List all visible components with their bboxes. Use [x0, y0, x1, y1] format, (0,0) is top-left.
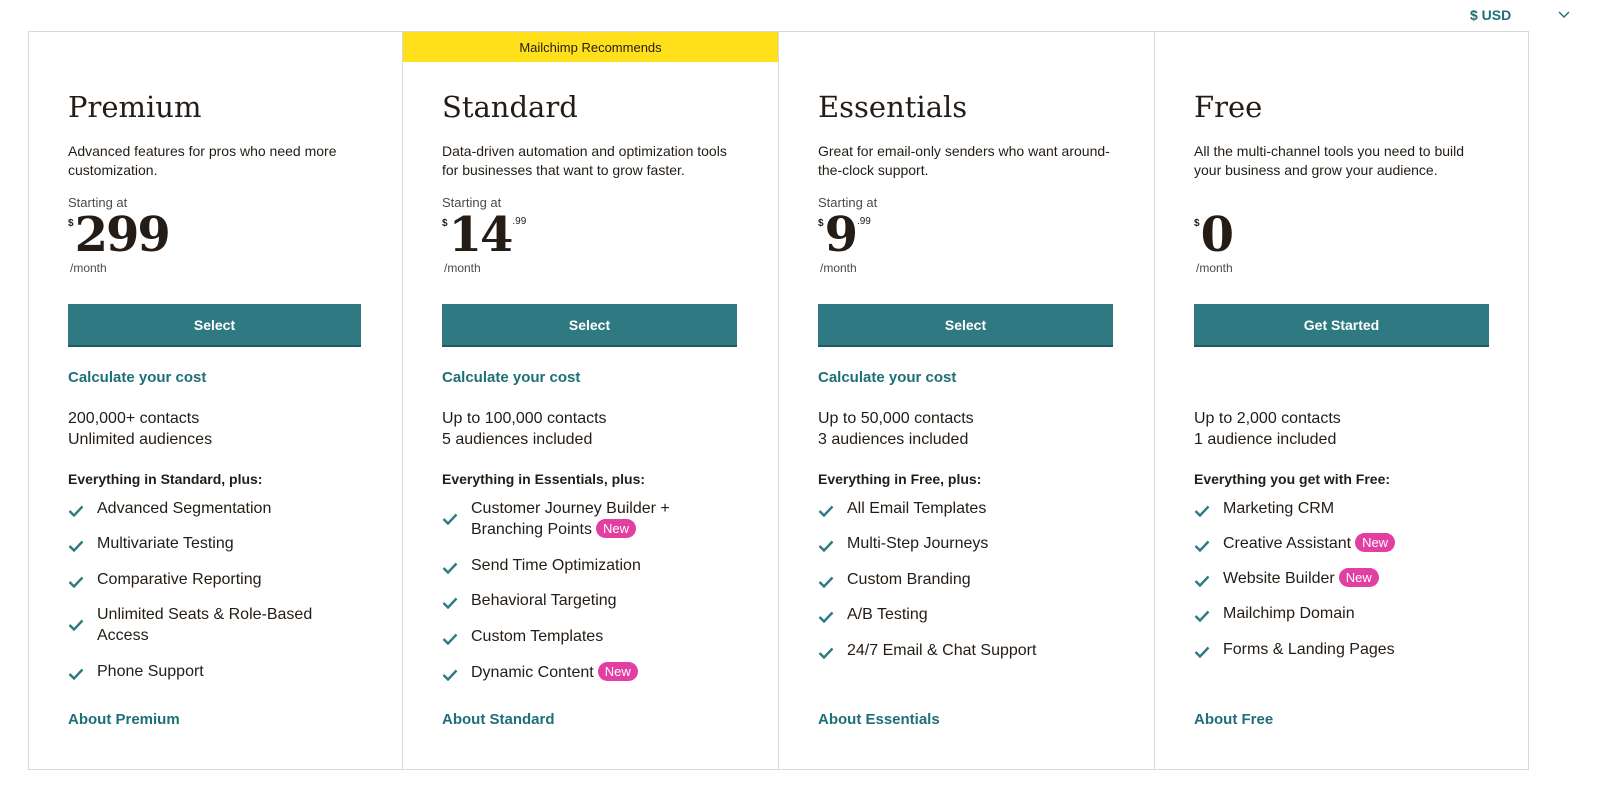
feature-item	[1194, 603, 1484, 624]
price-cents: .99	[512, 216, 527, 227]
plan-description: Data-driven automation and optimization tools for businesses that want to grow faster.	[442, 143, 727, 178]
currency-label: $ USD	[1470, 7, 1512, 23]
feature-text: All Email Templates	[847, 500, 987, 517]
contacts-info	[818, 408, 974, 450]
feature-item	[68, 498, 358, 519]
about-plan-link[interactable]: About Free	[1194, 711, 1274, 728]
feature-text: Custom Templates	[471, 628, 604, 645]
check-icon	[1194, 607, 1210, 628]
feature-text: Phone Support	[97, 663, 204, 680]
chevron-down-icon	[1558, 7, 1570, 25]
price	[818, 207, 871, 263]
price	[442, 207, 527, 263]
about-plan-link[interactable]: About Premium	[68, 711, 180, 728]
plan-free	[1155, 32, 1528, 769]
feature-item	[1194, 498, 1484, 519]
feature-list	[1194, 498, 1484, 660]
check-icon	[68, 616, 84, 637]
plan-essentials	[779, 32, 1155, 769]
check-icon	[1194, 643, 1210, 664]
feature-item	[818, 604, 1108, 625]
pricing-plans	[28, 31, 1529, 770]
select-button[interactable]: Select	[68, 304, 361, 347]
check-icon	[68, 502, 84, 523]
currency-selector[interactable]	[1470, 4, 1580, 26]
check-icon	[442, 510, 458, 531]
check-icon	[442, 594, 458, 615]
check-icon	[442, 630, 458, 651]
feature-item	[68, 569, 358, 590]
about-plan-link[interactable]: About Essentials	[818, 711, 940, 728]
feature-item	[1194, 639, 1484, 660]
currency-symbol: $	[1194, 218, 1200, 229]
feature-list	[68, 498, 358, 682]
recommend-banner: Mailchimp Recommends	[403, 32, 778, 62]
new-badge: New	[598, 662, 638, 681]
price-amount: 9	[824, 207, 856, 263]
audiences-limit: 5 audiences included	[442, 431, 593, 448]
plan-description: Great for email-only senders who want around-the-clock support.	[818, 143, 1110, 178]
audiences-limit: 1 audience included	[1194, 431, 1337, 448]
feature-text: Multivariate Testing	[97, 535, 234, 552]
calculate-cost-link[interactable]: Calculate your cost	[68, 369, 207, 386]
plan-title: Essentials	[818, 90, 968, 124]
contacts-limit: 200,000+ contacts	[68, 410, 200, 427]
feature-text: Comparative Reporting	[97, 571, 262, 588]
contacts-info	[68, 408, 212, 450]
check-icon	[818, 644, 834, 665]
feature-item	[442, 590, 687, 611]
check-icon	[818, 573, 834, 594]
select-button[interactable]: Select	[818, 304, 1113, 347]
feature-item	[68, 604, 358, 646]
check-icon	[442, 666, 458, 687]
feature-text: Forms & Landing Pages	[1223, 641, 1395, 658]
check-icon	[818, 537, 834, 558]
starting-at-label: Starting at	[442, 195, 502, 210]
feature-text: Send Time Optimization	[471, 557, 641, 574]
feature-list	[818, 498, 1108, 661]
select-button[interactable]: Select	[442, 304, 737, 347]
price-period: /month	[820, 261, 857, 275]
features-heading: Everything in Standard, plus:	[68, 471, 263, 487]
audiences-limit: 3 audiences included	[818, 431, 969, 448]
feature-text: 24/7 Email & Chat Support	[847, 642, 1037, 659]
check-icon	[1194, 502, 1210, 523]
contacts-limit: Up to 100,000 contacts	[442, 410, 607, 427]
currency-symbol: $	[442, 218, 448, 229]
check-icon	[1194, 572, 1210, 593]
feature-text: Behavioral Targeting	[471, 592, 617, 609]
feature-item	[442, 662, 687, 683]
check-icon	[818, 502, 834, 523]
feature-item	[818, 533, 1108, 554]
feature-item	[818, 640, 1108, 661]
feature-text: Mailchimp Domain	[1223, 605, 1355, 622]
feature-text: Multi-Step Journeys	[847, 535, 989, 552]
plan-title: Free	[1194, 90, 1263, 124]
about-plan-link[interactable]: About Standard	[442, 711, 555, 728]
feature-item	[818, 569, 1108, 590]
contacts-limit: Up to 50,000 contacts	[818, 410, 974, 427]
feature-item	[442, 498, 687, 540]
new-badge: New	[1355, 533, 1395, 552]
contacts-limit: Up to 2,000 contacts	[1194, 410, 1341, 427]
features-heading: Everything in Free, plus:	[818, 471, 982, 487]
plan-premium	[29, 32, 403, 769]
check-icon	[68, 537, 84, 558]
feature-text: Customer Journey Builder + Branching Points	[471, 500, 670, 538]
feature-item	[818, 498, 1108, 519]
price-amount: 14	[448, 207, 512, 263]
starting-at-label: Starting at	[818, 195, 878, 210]
check-icon	[1194, 537, 1210, 558]
contacts-info	[442, 408, 607, 450]
plan-description: Advanced features for pros who need more customization.	[68, 143, 337, 178]
new-badge: New	[1339, 568, 1379, 587]
audiences-limit: Unlimited audiences	[68, 431, 213, 448]
plan-description: All the multi-channel tools you need to build your business and grow your audience.	[1194, 143, 1465, 178]
feature-text: Website Builder	[1223, 570, 1335, 587]
feature-text: Creative Assistant	[1223, 535, 1352, 552]
feature-item	[442, 555, 687, 576]
check-icon	[442, 559, 458, 580]
price	[68, 207, 169, 263]
feature-text: Advanced Segmentation	[97, 500, 272, 517]
plan-title: Standard	[442, 90, 578, 124]
currency-symbol: $	[68, 218, 74, 229]
starting-at-label: Starting at	[68, 195, 128, 210]
feature-text: Marketing CRM	[1223, 500, 1335, 517]
plan-title: Premium	[68, 90, 202, 124]
check-icon	[68, 573, 84, 594]
feature-item	[68, 661, 358, 682]
calculate-cost-link[interactable]: Calculate your cost	[442, 369, 581, 386]
price-period: /month	[70, 261, 107, 275]
feature-text: Unlimited Seats & Role-Based Access	[97, 606, 313, 644]
feature-item	[442, 626, 687, 647]
price-period: /month	[1196, 261, 1233, 275]
check-icon	[818, 608, 834, 629]
feature-text: A/B Testing	[847, 606, 928, 623]
price-amount: 299	[74, 207, 169, 263]
feature-text: Custom Branding	[847, 571, 971, 588]
feature-item	[1194, 533, 1484, 554]
feature-text: Dynamic Content	[471, 664, 594, 681]
price-amount: 0	[1200, 207, 1232, 263]
price-period: /month	[444, 261, 481, 275]
plan-standard	[403, 32, 779, 769]
features-heading: Everything you get with Free:	[1194, 471, 1391, 487]
feature-list	[442, 498, 687, 683]
currency-symbol: $	[818, 218, 824, 229]
get-started-button[interactable]: Get Started	[1194, 304, 1489, 347]
features-heading: Everything in Essentials, plus:	[442, 471, 646, 487]
calculate-cost-link[interactable]: Calculate your cost	[818, 369, 957, 386]
feature-item	[68, 533, 358, 554]
new-badge: New	[596, 519, 636, 538]
price	[1194, 207, 1232, 263]
feature-item	[1194, 568, 1484, 589]
contacts-info	[1194, 408, 1341, 450]
check-icon	[68, 665, 84, 686]
price-cents: .99	[856, 216, 871, 227]
